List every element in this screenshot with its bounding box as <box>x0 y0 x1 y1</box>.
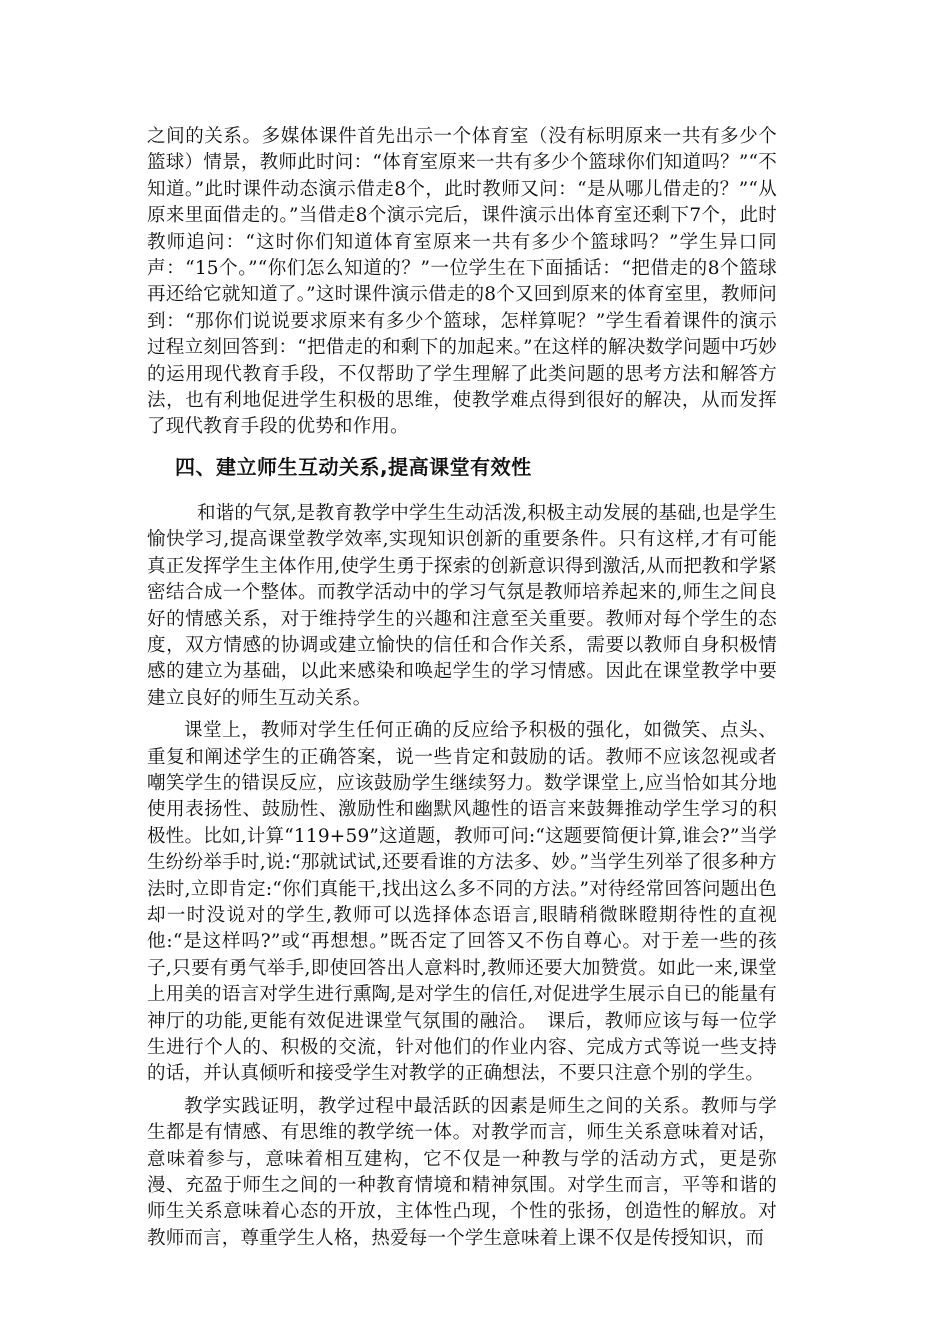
section-heading-four: 四、建立师生互动关系,提高课堂有效性 <box>175 454 532 479</box>
paragraph-classroom-reinforcement: 课堂上，教师对学生任何正确的反应给予积极的强化，如微笑、点头、重复和阐述学生的正确答案，说一些肯定和鼓励的话。教师不应该忽视或者嘲笑学生的错误反应，应该鼓励学生继续努力。数学课堂上,应当恰如其分地使用表扬性、鼓励性、激励性和幽默风趣性的语言来鼓舞推动学生学习的积极性。比如,计算“119+59”这道题，教师可问:“这题要简便计算,谁会?”当学生纷纷举手时,说:“那就试试,还要看谁的方法多、妙。”当学生列举了很多种方法时,立即肯定:“你们真能干,找出这么多不同的方法。”对待经常回答问题出色却一时没说对的学生,教师可以选择体态语言,眼睛稍微眯瞪期待性的直视他:“是这样吗?”或“再想想。”既否定了回答又不伤自尊心。对于差一些的孩子,只要有勇气举手,即使回答出人意料时,教师还要大加赞赏。如此一来,课堂上用美的语言对学生进行熏陶,是对学生的信任,对促进学生展示自已的能量有神厅的功能,更能有效促进课堂气氛围的融洽。 课后，教师应该与每一位学生进行个人的、积极的交流，针对他们的作业内容、完成方式等说一些支持的话，并认真倾听和接受学生对教学的正确想法，不要只注意个别的学生。 <box>147 720 777 1085</box>
paragraph-multimedia-example: 之间的关系。多媒体课件首先出示一个体育室（没有标明原来一共有多少个篮球）情景，教师此时问：“体育室原来一共有多少个篮球你们知道吗？”“不知道。”此时课件动态演示借走8个，此时教师又问：“是从哪儿借走的？”“从原来里面借走的。”当借走8个演示完后，课件演示出体育室还剩下7个，此时教师追问：“这时你们知道体育室原来一共有多少个篮球吗？”学生异口同声：“15个。”“你们怎么知道的？”一位学生在下面插话：“把借走的8个篮球再还给它就知道了。”这时课件演示借走的8个又回到原来的体育室里，教师问到：“那你们说说要求原来有多少个篮球，怎样算呢？”学生看着课件的演示过程立刻回答到：“把借走的和剩下的加起来。”在这样的解决数学问题中巧妙的运用现代教育手段，不仅帮助了学生理解了此类问题的思考方法和解答方法，也有利地促进学生积极的思维，使教学难点得到很好的解决，从而发挥了现代教育手段的优势和作用。 <box>147 126 777 438</box>
paragraph-teaching-practice: 教学实践证明，教学过程中最活跃的因素是师生之间的关系。教师与学生都是有情感、有思维的教学统一体。对教学而言，师生关系意味着对话，意味着参与，意味着相互建构，它不仅是一种教与学的活动方式，更是弥漫、充盈于师生之间的一种教育情境和精神氛围。对学生而言，平等和谐的师生关系意味着心态的开放，主体性凸现，个性的张扬，创造性的解放。对教师而言，尊重学生人格，热爱每一个学生意味着上课不仅是传授知识，而 <box>147 1095 777 1249</box>
document-body <box>147 124 777 1252</box>
paragraph-harmonious-atmosphere: 和谐的气氛,是教育教学中学生生动活泼,积极主动发展的基础,也是学生愉快学习,提高课堂教学效率,实现知识创新的重要条件。只有这样,才有可能真正发挥学生主体作用,使学生勇于探索的创新意识得到激活,从而把教和学紧密结合成一个整体。而教学活动中的学习气氛是教师培养起来的,师生之间良好的情感关系，对于维持学生的兴趣和注意至关重要。教师对每个学生的态度，双方情感的协调或建立愉快的信任和合作关系，需要以教师自身积极情感的建立为基础，以此来感染和唤起学生的学习情感。因此在课堂教学中要建立良好的师生互动关系。 <box>147 502 777 709</box>
